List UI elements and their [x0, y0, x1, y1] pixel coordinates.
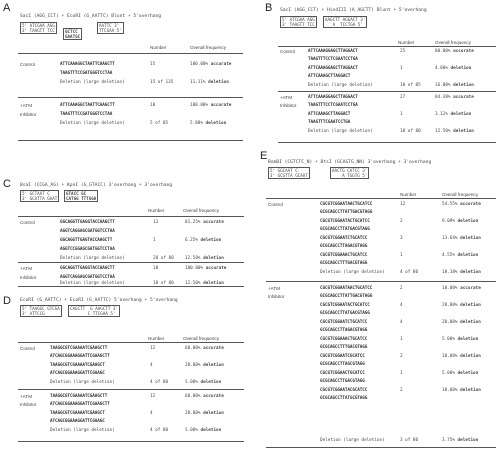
panel-header: SacI (AGG_CCT) + EcoRI (G_AATTC) Blunt + 5'overhang	[20, 14, 162, 19]
row-frequency-tag: deletion	[457, 219, 479, 224]
row-frequency-value: 9.09%	[442, 219, 458, 224]
row-frequency-value: 5.00%	[442, 337, 458, 342]
row-frequency	[185, 238, 221, 243]
row-frequency	[442, 438, 478, 443]
condition-atm: +ATM	[280, 95, 293, 100]
condition-control: Control	[280, 49, 295, 54]
row-frequency-tag: deletion	[203, 281, 224, 286]
panel-header: SacI (AGG_CCT) + HindIII (A_AGCTT) Blunt + 5'overhang	[280, 8, 427, 13]
row-frequency-value: 5.00%	[442, 371, 458, 376]
fragment-box-left: 5' ATCGAA AGG 3' TAAGTT TCC	[22, 23, 55, 34]
row-sequence: TAAGGCGTCGAAAATCGAAGCTT	[50, 346, 108, 351]
row-frequency-tag: deletion	[208, 80, 229, 85]
row-sequence: ATCAGCGGAAAGGATTCGAAGCTT	[50, 354, 110, 359]
row-sequence: AGGTCCGGAGCGATGGTCCTAA	[60, 247, 115, 252]
row-frequency	[435, 95, 474, 100]
row-sequence: ATTCAAAGGAGCTTAGGACT	[308, 95, 358, 100]
row-frequency-tag: accurate	[210, 103, 232, 108]
row-sequence: GCGCAGCCTTATTGACGTAGG	[320, 210, 373, 215]
row-frequency-tag: deletion	[453, 129, 474, 134]
row-number: 1	[400, 337, 403, 342]
row-frequency-tag: accurate	[203, 220, 224, 225]
row-sequence: GCGCAGCCTTATGACGTAGG	[320, 311, 370, 316]
row-sequence: TAAGTTTCCGATGGGTCCTAA	[60, 112, 113, 117]
condition-atm: +ATM	[20, 103, 33, 108]
panel-label: A	[3, 2, 11, 14]
row-sequence: TAAGGCGTCGAAAATCGAAGCT	[50, 411, 105, 416]
row-sequence: Deletion (large deletion)	[60, 121, 125, 126]
row-sequence: TAAGTTTCCTCGAATCCTGA	[308, 57, 358, 62]
row-number: 20 of 80	[153, 256, 174, 261]
row-sequence: CGCGTCGGAATAACTGCATCC	[320, 202, 373, 207]
row-sequence: ATTCAAAGCTTAGGACT	[308, 112, 351, 117]
table-rule	[18, 216, 244, 217]
col-frequency: Overall frequency	[435, 40, 472, 45]
row-frequency-tag: deletion	[200, 238, 222, 243]
panel-c	[0, 150, 250, 290]
row-sequence: ATTCAAAGGAGCTTAGGACT	[308, 49, 358, 54]
row-number: 15	[150, 62, 156, 67]
table-rule	[266, 281, 496, 282]
row-sequence: ATCAGCGGAAAGGATTCGAAGC	[50, 371, 105, 376]
row-frequency-tag: deletion	[460, 303, 481, 308]
row-frequency-value: 81.25%	[185, 220, 204, 225]
col-number: Number	[148, 208, 165, 213]
row-frequency	[185, 411, 224, 416]
row-frequency	[185, 394, 224, 399]
row-number: 1	[400, 66, 403, 71]
row-sequence: CGCGTCGGAAACTGCATCC	[320, 253, 368, 258]
row-frequency-value: 4.55%	[442, 253, 458, 258]
row-number: 12	[150, 394, 156, 399]
row-frequency-value: 4.00%	[435, 66, 451, 71]
row-frequency	[190, 103, 231, 108]
row-sequence: CGCGTCGGAATCGCATCC	[320, 354, 365, 359]
row-frequency-value: 20.00%	[185, 363, 204, 368]
row-sequence: ATTCAAAGGCTAATTCAAGCTT	[60, 62, 115, 67]
row-frequency-tag: deletion	[203, 363, 224, 368]
row-frequency-tag: accurate	[205, 266, 227, 271]
row-sequence: CGCGTCGGAAACTGCATCC	[320, 337, 368, 342]
row-number: 1	[153, 238, 156, 243]
row-frequency-tag: deletion	[205, 121, 227, 126]
row-number: 1	[400, 253, 403, 258]
row-number: 2	[400, 286, 403, 291]
row-frequency-value: 6.25%	[185, 238, 201, 243]
row-sequence: Deletion (large deletion)	[308, 129, 373, 134]
row-frequency-tag: accurate	[203, 346, 224, 351]
row-sequence: GCGCAGCCTTATGACGTAGG	[320, 227, 370, 232]
row-frequency-value: 5.00%	[185, 380, 201, 385]
row-sequence: Deletion (large deletion)	[320, 270, 385, 275]
condition-inhibitor: Inhibitor	[20, 112, 37, 117]
row-number: 4	[400, 320, 403, 325]
row-frequency-tag: deletion	[457, 438, 479, 443]
row-number: 10 of 80	[153, 281, 174, 286]
row-frequency-value: 80.00%	[435, 49, 454, 54]
row-frequency-value: 3.12%	[435, 112, 451, 117]
row-frequency-tag: deletion	[457, 253, 479, 258]
row-frequency	[185, 220, 224, 225]
panel-b	[250, 0, 500, 150]
row-sequence: ATTCAAAGCTTAGGACT	[308, 74, 351, 79]
row-frequency-value: 20.00%	[442, 320, 461, 325]
row-number: 18	[150, 103, 156, 108]
row-frequency-value: 100.00%	[190, 62, 211, 67]
row-frequency-value: 12.50%	[185, 281, 204, 286]
condition-control: Control	[20, 346, 35, 351]
row-frequency	[185, 428, 221, 433]
row-frequency-tag: accurate	[203, 394, 224, 399]
condition-atm: +ATM	[20, 394, 33, 399]
col-frequency: Overall frequency	[442, 192, 479, 197]
row-number: 13	[153, 220, 159, 225]
row-frequency-tag: deletion	[450, 66, 472, 71]
row-frequency-value: 20.00%	[442, 303, 461, 308]
table-rule	[278, 91, 496, 92]
fragment-box-right: AAGCTT AGGACT 3' A TCCTGA 5'	[325, 17, 366, 28]
row-sequence: Deletion (large deletion)	[50, 428, 115, 433]
row-frequency-value: 18.18%	[442, 270, 461, 275]
row-frequency-tag: deletion	[457, 371, 479, 376]
row-frequency	[442, 219, 478, 224]
table-rule	[18, 53, 243, 54]
row-number: 3 of 80	[400, 438, 419, 443]
row-sequence: Deletion (large deletion)	[60, 281, 125, 286]
row-frequency-tag: deletion	[460, 320, 481, 325]
row-frequency-value: 60.00%	[185, 394, 204, 399]
fragment-box-right: AACTG CATCC 3' A TGGTG 5'	[332, 168, 368, 179]
row-frequency-value: 5.88%	[190, 121, 206, 126]
row-frequency	[190, 62, 231, 67]
row-frequency	[442, 388, 481, 393]
row-number: 18	[153, 266, 159, 271]
row-frequency	[185, 281, 224, 286]
row-sequence: GGCAGGTTGAGGTACCAAGCTT	[60, 220, 115, 225]
row-sequence: TAAGTTTCGAATCCTGA	[308, 120, 351, 125]
row-frequency-tag: accurate	[460, 286, 481, 291]
row-frequency-value: 60.00%	[185, 346, 204, 351]
col-number: Number	[400, 192, 417, 197]
row-sequence: Deletion (large deletion)	[320, 438, 385, 443]
col-frequency: Overall frequency	[183, 208, 220, 213]
row-sequence: Deletion (large deletion)	[50, 380, 115, 385]
row-number: 27	[400, 95, 406, 100]
row-sequence: ATTCAAAGGCTAATTCAAGCTT	[60, 103, 115, 108]
row-sequence: GGCAGGTTGAGGTACCAAGCTT	[60, 266, 115, 271]
panel-header: BsaI (CCGA_AG) + KpnI (G_GTACC) 3'overhang + 3'overhang	[20, 183, 173, 188]
fragment-box-left: 5' ATCGAA AGG 3' TAAGTT TCC	[282, 17, 315, 28]
row-sequence: CGCGTCGGAATACTGCATCC	[320, 303, 370, 308]
row-sequence: Deletion (large deletion)	[60, 256, 125, 261]
row-frequency	[185, 380, 221, 385]
row-frequency	[442, 286, 481, 291]
fragment-box-left: 5' GCTAAT C 3' GCATTA GAAT	[22, 191, 58, 202]
row-sequence: GCGCAGCCTTATGCGTAGG	[320, 396, 368, 401]
row-frequency	[190, 80, 229, 85]
row-sequence: GCGCAGCCTTAGCGTAGG	[320, 362, 365, 367]
row-number: 4	[400, 303, 403, 308]
row-sequence: AGGTCAGGAGCGATGGTCCTAA	[60, 229, 115, 234]
condition-inhibitor: Inhibitor	[268, 294, 285, 299]
table-rule	[18, 342, 244, 343]
row-number: 4	[150, 411, 153, 416]
row-frequency-value: 54.55%	[442, 202, 461, 207]
row-frequency-value: 3.75%	[442, 438, 458, 443]
row-number: 12	[150, 346, 156, 351]
panel-label: B	[265, 2, 273, 14]
row-sequence: GCGCAGCCTTTGACGTAGG	[320, 345, 368, 350]
panel-d	[0, 290, 250, 452]
condition-inhibitor: Inhibitor	[280, 103, 297, 108]
row-number: 2	[400, 219, 403, 224]
row-sequence: GCGCAGCCTTGACGTAGG	[320, 379, 365, 384]
row-frequency-value: 20.00%	[185, 411, 204, 416]
row-sequence: GCGCAGCCTTATTGACGTAGG	[320, 294, 373, 299]
table-rule	[278, 46, 496, 47]
row-frequency-tag: accurate	[460, 202, 481, 207]
panel-label: C	[3, 178, 11, 190]
row-sequence: GCGCAGCCTTAGACGTAGG	[320, 328, 368, 333]
row-number: 1	[400, 112, 403, 117]
table-rule	[278, 142, 496, 143]
table-rule	[18, 262, 244, 263]
row-sequence: CGCGTCGGAATAACTGCATCC	[320, 286, 373, 291]
row-frequency	[442, 354, 481, 359]
row-frequency-tag: deletion	[453, 83, 474, 88]
row-frequency	[442, 236, 481, 241]
table-rule	[266, 198, 496, 199]
panel-e	[250, 150, 500, 452]
row-frequency	[435, 49, 474, 54]
row-frequency	[185, 266, 226, 271]
col-frequency: Overall frequency	[183, 336, 220, 341]
row-frequency-value: 13.64%	[442, 236, 461, 241]
row-frequency-value: 100.00%	[185, 266, 206, 271]
row-frequency-value: 100.00%	[190, 103, 211, 108]
table-rule	[18, 389, 244, 390]
row-frequency	[442, 371, 478, 376]
fragment-box-right: CAGCTT G AAGCTT 3' C TTCGAA 5'	[70, 306, 118, 317]
row-frequency	[190, 121, 226, 126]
row-sequence: ATTCAAAGGAGCTTAGGACT	[308, 66, 358, 71]
row-frequency-tag: deletion	[200, 428, 222, 433]
row-sequence: GGCAGGTTGAGTACCAAGCTT	[60, 238, 113, 243]
row-number: 2	[400, 388, 403, 393]
row-frequency-value: 10.00%	[442, 286, 461, 291]
table-rule	[18, 140, 243, 141]
row-frequency-value: 12.50%	[435, 129, 454, 134]
row-sequence: AGGTCAGGAGCGATGGTCCTAA	[60, 275, 115, 280]
panel-label: E	[260, 150, 268, 162]
row-sequence: CGCGTCGGAACTGCATCC	[320, 371, 365, 376]
row-frequency-tag: accurate	[453, 95, 474, 100]
row-frequency-tag: deletion	[460, 354, 481, 359]
row-frequency	[435, 83, 474, 88]
condition-control: Control	[268, 202, 283, 207]
fragment-box-left: 5' GGCAAT C 3' GCGTTA GCAAT	[270, 168, 308, 179]
row-sequence: ATCAGCGGAAAGGATTCGAAGC	[50, 419, 105, 424]
row-frequency-value: 10.00%	[442, 388, 461, 393]
row-frequency	[442, 253, 478, 258]
row-sequence: Deletion (large deletion)	[308, 83, 373, 88]
row-frequency-tag: deletion	[450, 112, 472, 117]
row-number: 25	[400, 49, 406, 54]
row-frequency-tag: deletion	[200, 380, 222, 385]
row-frequency-value: 10.00%	[442, 354, 461, 359]
row-frequency	[442, 270, 481, 275]
row-frequency-tag: accurate	[210, 62, 232, 67]
row-frequency-tag: deletion	[203, 256, 224, 261]
condition-control: Control	[20, 220, 35, 225]
row-sequence: TAAGTTTCCGATGGGTCCTAA	[60, 71, 113, 76]
row-sequence: TAAGGCGTCGAAAATCGAAGCT	[50, 363, 105, 368]
fragment-box-right: AATTC 3' TTCGAA 5'	[99, 23, 122, 34]
row-number: 1	[400, 371, 403, 376]
row-frequency	[442, 202, 481, 207]
row-sequence: CGCGTCGGAATCTGCATCC	[320, 236, 368, 241]
row-sequence: CGCGTCGGAATACGCATCC	[320, 388, 368, 393]
row-number: 3	[400, 236, 403, 241]
row-frequency	[442, 303, 481, 308]
row-number: 2	[400, 354, 403, 359]
row-number: 12	[400, 202, 406, 207]
condition-inhibitor: Inhibitor	[20, 275, 37, 280]
table-rule	[18, 97, 243, 98]
row-frequency-value: 12.50%	[185, 256, 204, 261]
row-sequence: GCGCAGCCTTTGACGTAGG	[320, 261, 368, 266]
table-rule	[266, 447, 496, 448]
panel-a	[0, 0, 245, 150]
fragment-box-middle: GCTCC GAATGC	[65, 29, 81, 40]
row-number: 5 of 85	[150, 121, 169, 126]
condition-control: Control	[20, 62, 35, 67]
row-frequency	[185, 346, 224, 351]
row-frequency-value: 16.00%	[435, 83, 454, 88]
table-rule	[18, 441, 244, 442]
row-sequence: TAAGTTTCCTCGAATCCTGA	[308, 103, 358, 108]
row-frequency-value: 11.11%	[190, 80, 209, 85]
col-number: Number	[398, 40, 415, 45]
row-frequency	[442, 337, 478, 342]
row-frequency	[442, 320, 481, 325]
panel-header: BsmBI (CGTCTC_N) + BtsI (GCAGTG_NN) 3'overhang + 3'overhang	[268, 160, 432, 165]
row-frequency	[435, 66, 471, 71]
row-number: 4	[150, 363, 153, 368]
fragment-box-left: 5' TAAGGC GTCGA 3' ATTCCG	[22, 306, 60, 317]
row-sequence: GCGCAGCCTTAGACGTAGG	[320, 244, 368, 249]
row-frequency	[435, 129, 474, 134]
row-frequency	[185, 256, 224, 261]
row-frequency-tag: deletion	[460, 388, 481, 393]
row-frequency-value: 84.38%	[435, 95, 454, 100]
row-frequency-tag: deletion	[460, 270, 481, 275]
row-frequency-tag: accurate	[453, 49, 474, 54]
col-number: Number	[148, 336, 165, 341]
row-sequence: ATCAGCGGAAAGGATTCGAAGCTT	[50, 402, 110, 407]
col-frequency: Overall frequency	[190, 45, 227, 50]
row-number: 15 of 135	[150, 80, 174, 85]
condition-atm: +ATM	[268, 286, 281, 291]
row-sequence: TAAGGCGTCGAAAATCGAAGCTT	[50, 394, 108, 399]
row-number: 4 of 80	[400, 270, 419, 275]
table-rule	[18, 286, 244, 287]
row-sequence: CGCGTCGGAATACTGCATCC	[320, 219, 370, 224]
row-number: 4 of 80	[150, 428, 169, 433]
row-number: 4 of 80	[150, 380, 169, 385]
fragment-box-right: GTACC GC CATGG TTTGGA	[66, 191, 97, 202]
row-sequence: CGCGTCGGAATCTGCATCC	[320, 320, 368, 325]
row-number: 10 of 80	[400, 129, 421, 134]
row-frequency	[185, 363, 224, 368]
condition-atm: +ATM	[20, 266, 33, 271]
row-sequence: Deletion (large deletion)	[60, 80, 125, 85]
panel-label: D	[3, 295, 11, 307]
row-frequency	[435, 112, 471, 117]
row-number: 10 of 85	[400, 83, 421, 88]
row-frequency-tag: deletion	[457, 337, 479, 342]
row-frequency-value: 5.00%	[185, 428, 201, 433]
panel-header: EcoRI (G_AATTC) + EcoRI (G_AATTC) 5'overhang + 5'overhang	[20, 298, 178, 303]
row-frequency-tag: deletion	[460, 236, 481, 241]
condition-inhibitor: Inhibitor	[20, 402, 37, 407]
col-number: Number	[150, 45, 167, 50]
row-frequency-tag: deletion	[203, 411, 224, 416]
